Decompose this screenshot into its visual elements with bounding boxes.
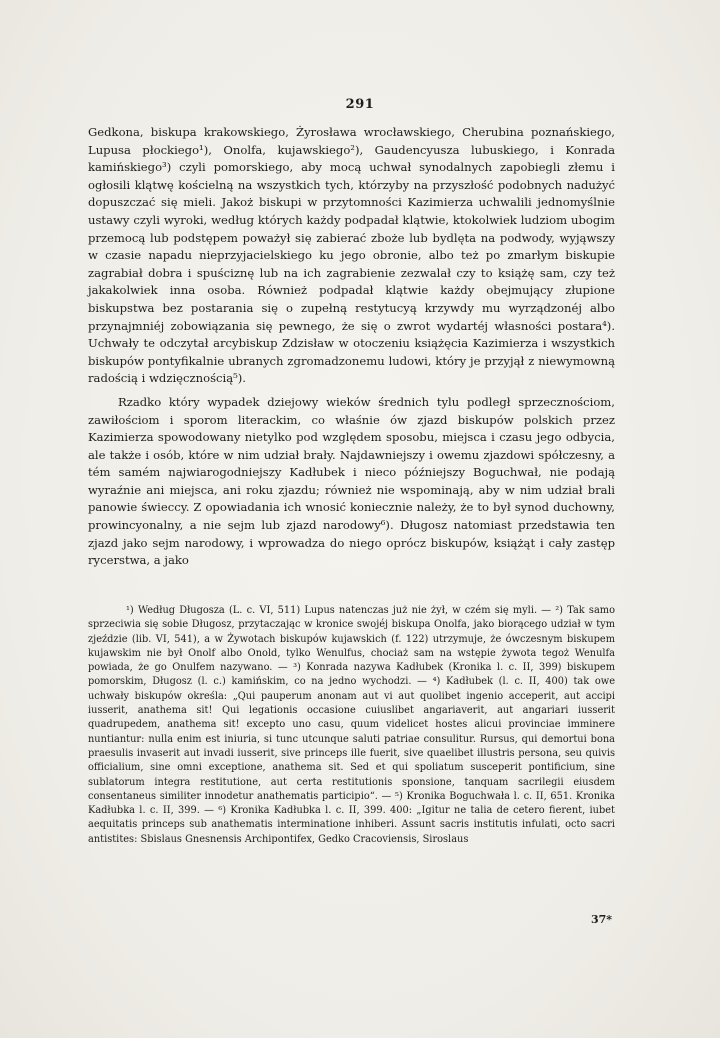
paragraph: Rzadko który wypadek dziejowy wieków średnich tylu podległ sprzecznościom, zawiłościom i sporom literackim, co właśnie ów zjazd biskupów polskich przez Kazimierza spowodowany nietylko pod względem sposobu, miejsca i czasu jego odbycia, ale także i osób, które w nim udział brały. Najdawniejszy i owemu zjazdowi spółczesny, a tém samém najwiarogodniejszy Kadłubek i nieco późniejszy Boguchwał, nie podają wyraźnie ani miejsca, ani roku zjazdu; również nie wspominają, aby w nim udział brali panowie świeccy. Z opowiadania ich wnosić koniecznie należy, że to był synod duchowny, prowincyonalny, a nie sejm lub zjazd narodowy⁶). Długosz natomiast przedstawia ten zjazd jako sejm narodowy, i wprowadza do niego oprócz biskupów, książąt i cały zastęp rycerstwa, a jako [88, 394, 615, 568]
footnote-text: ¹) Według Długosza (L. c. VI, 511) Lupus natenczas już nie żył, w czém się myli. — ²) Tak samo sprzeciwia się sobie Długosz, przytaczając w kronice swojéj biskupa Onolfa, jako biorącego udział w tym zjeździe (lib. VI, 541), a w Żywotach biskupów kujawskich (f. 122) utrzymuje, że ówczesnym biskupem kujawskim nie był Onolf albo Onold, tylko Wenulfus, chociaż sam na wstępie żywota tegoż Wenulfa powiada, że go Onulfem nazywano. — ³) Konrada nazywa Kadłubek (Kronika l. c. II, 399) biskupem pomorskim, Długosz (l. c.) kamińskim, co na jedno wychodzi. — ⁴) Kadłubek (l. c. II, 400) tak owe uchwały biskupów określa: „Qui pauperum anonam aut vi aut quolibet ingenio acceperit, aut accipi iusserit, anathema sit! Qui legationis occasione cuiuslibet angariaverit, aut angariari iusserit quadrupedem, anathema sit! excepto uno casu, quum videlicet hostes alicui provinciae imminere nuntiantur: nulla enim est iniuria, si tunc utcunque saluti patriae consulitur. Rursus, qui demortui bona praesulis invaserit aut invadi iusserit, sive princeps ille fuerit, sive quaelibet illustris persona, seu quivis officialium, sine omni exceptione, anathema sit. Sed et qui spoliatum susceperit pontificium, sine sublatorum integra restitutione, aut certa restitutionis sponsione, tanquam sacrilegii eiusdem consentaneus similiter innodetur anathematis participio“. — ⁵) Kronika Boguchwała l. c. II, 651. Kronika Kadłubka l. c. II, 399. — ⁶) Kronika Kadłubka l. c. II, 399. 400: „Igitur ne talia de cetero fierent, iubet aequitatis princeps sub anathematis interminatione inhiberi. Assunt sacris institutis infulati, octo sacri antistites: Sbislaus Gnesnensis Archipontifex, Gedko Cracoviensis, Siroslaus [88, 605, 615, 845]
body-text [88, 124, 615, 570]
page-number: 291 [345, 97, 375, 112]
printer-signature-mark: 37* [590, 913, 612, 926]
footnotes [88, 604, 615, 847]
paragraph: Gedkona, biskupa krakowskiego, Żyrosława wrocławskiego, Cherubina poznańskiego, Lupusa płockiego¹), Onolfa, kujawskiego²), Gaudencyusza lubuskiego, i Konrada kamińskiego³) czyli pomorskiego, aby mocą uchwał synodalnych zapobiegli złemu i ogłosili klątwę kościelną na wszystkich tych, którzyby na przyszłość podobnych nadużyć dopuszczać się mieli. Jakoż biskupi w przytomności Kazimierza uchwalili jednomyślnie ustawy czyli wyroki, według których każdy podpadał klątwie, ktokolwiek ludziom ubogim przemocą lub podstępem poważył się zabierać zboże lub bydlęta na podwody, wyjąwszy w czasie napadu nieprzyjacielskiego ku jego obronie, albo też po zmarłym biskupie zagrabiał dobra i spuściznę lub na ich zagrabienie zezwalał czy to książę sam, czy też jakakolwiek inna osoba. Również podpadał klątwie każdy obejmujący złupione biskupstwa bez postarania się o zupełną restytucyą krzywdy mu wyrządzonéj albo przynajmniéj zobowiązania się pewnego, że się o zwrot wydartéj własności postara⁴). Uchwały te odczytał arcybiskup Zdzisław w otoczeniu książęcia Kazimierza i wszystkich biskupów pontyfikalnie ubranych zgromadzonemu ludowi, który je przyjął z niewymowną radością i wdzięcznością⁵). [88, 125, 615, 386]
